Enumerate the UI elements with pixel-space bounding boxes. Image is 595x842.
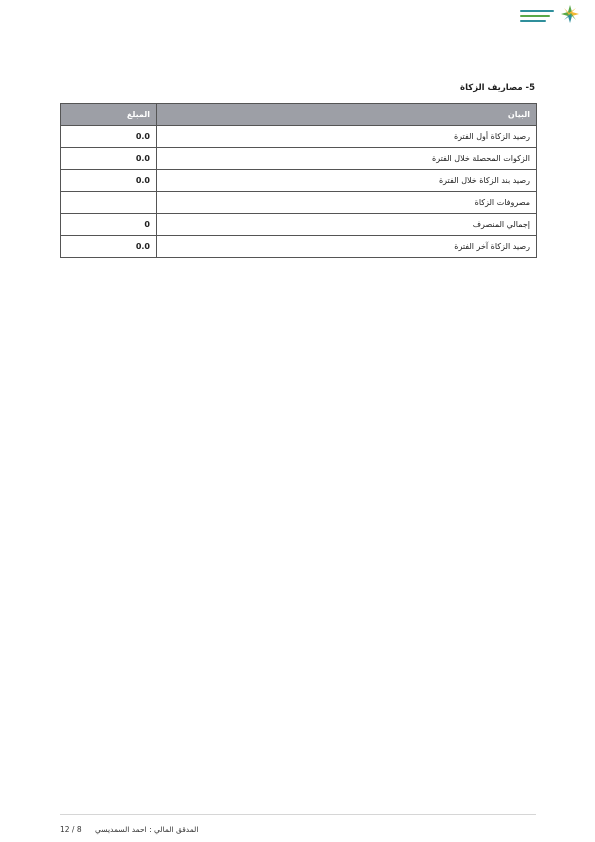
row-description: رصيد الزكاة أول الفترة <box>157 126 537 148</box>
amount-column-header: المبلغ <box>61 104 157 126</box>
page-number: 12 / 8 <box>60 825 82 834</box>
row-amount: 0.0 <box>61 148 157 170</box>
row-description: رصيد بند الزكاة خلال الفترة <box>157 170 537 192</box>
section-title: 5- مصاريف الزكاة <box>460 83 535 93</box>
logo-wordmark <box>520 10 556 25</box>
row-amount: 0.0 <box>61 170 157 192</box>
zakat-expenses-table <box>60 103 537 258</box>
table-header-row <box>61 104 537 126</box>
ministry-logo <box>520 4 580 26</box>
table-row <box>61 170 537 192</box>
row-amount: 0.0 <box>61 236 157 258</box>
row-description: الزكوات المحصلة خلال الفترة <box>157 148 537 170</box>
table-row <box>61 214 537 236</box>
footer-auditor: المدقق المالي : احمد السمديسي <box>95 825 199 834</box>
description-column-header: البيان <box>157 104 537 126</box>
row-amount <box>61 192 157 214</box>
table-row <box>61 126 537 148</box>
row-description: إجمالي المنصرف <box>157 214 537 236</box>
row-description: مصروفات الزكاة <box>157 192 537 214</box>
row-amount: 0 <box>61 214 157 236</box>
row-description: رصيد الزكاة آخر الفترة <box>157 236 537 258</box>
row-amount: 0.0 <box>61 126 157 148</box>
footer-divider <box>60 814 536 815</box>
table-row <box>61 236 537 258</box>
table-row <box>61 148 537 170</box>
table-row <box>61 192 537 214</box>
logo-emblem-icon <box>560 4 580 24</box>
